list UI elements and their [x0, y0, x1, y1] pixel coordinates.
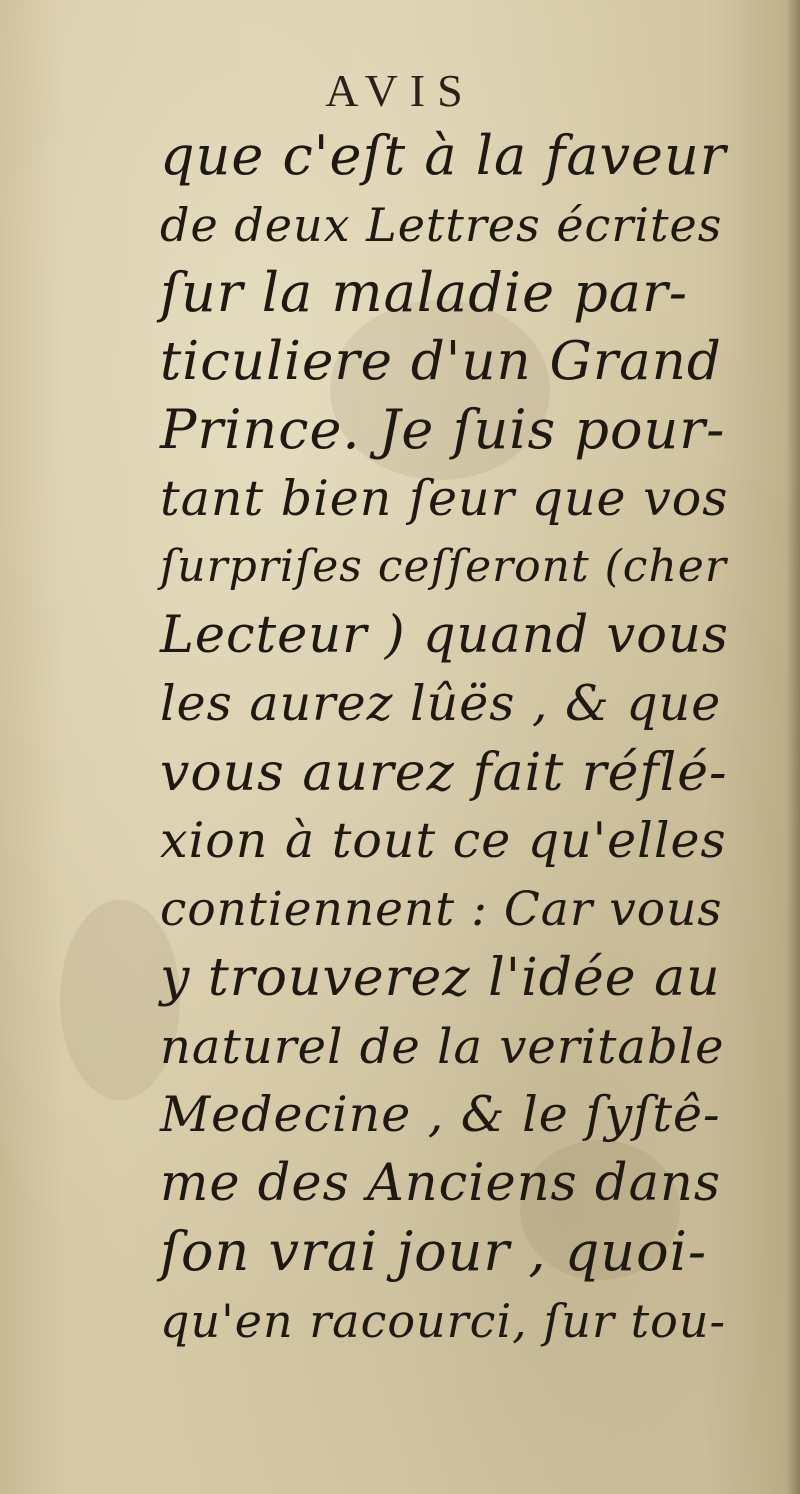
text-line: y trouverez l'idée au [160, 948, 721, 1008]
text-line: que c'eſt à la faveur [160, 124, 727, 187]
text-line: les aurez lûës , & que [160, 675, 722, 732]
text-line: me des Anciens dans [160, 1153, 721, 1213]
text-line: Lecteur ) quand vous [160, 605, 729, 665]
text-line: ſon vrai jour , quoi- [160, 1220, 708, 1283]
text-line: Prince. Je ſuis pour- [160, 398, 726, 461]
text-line: vous aurez fait réflé- [160, 742, 728, 803]
text-line: tant bien ſeur que vos [160, 469, 729, 527]
running-head: AVIS [325, 65, 475, 116]
text-line: ſur la maladie par- [160, 261, 689, 324]
text-line: qu'en racourci, ſur tou- [160, 1293, 727, 1348]
text-line: contiennent : Car vous [160, 881, 723, 937]
page-gutter-shadow [786, 0, 800, 1494]
text-line: xion à tout ce qu'elles [160, 812, 727, 869]
text-line: ſurpriſes ceſſeront (cher [160, 541, 727, 592]
text-line: Medecine , & le ſyſtê- [160, 1086, 721, 1143]
body-text [160, 122, 730, 1355]
text-line: naturel de la veritable [160, 1018, 725, 1075]
text-line: de deux Lettres écrites [160, 197, 723, 252]
text-line: ticuliere d'un Grand [160, 330, 722, 392]
